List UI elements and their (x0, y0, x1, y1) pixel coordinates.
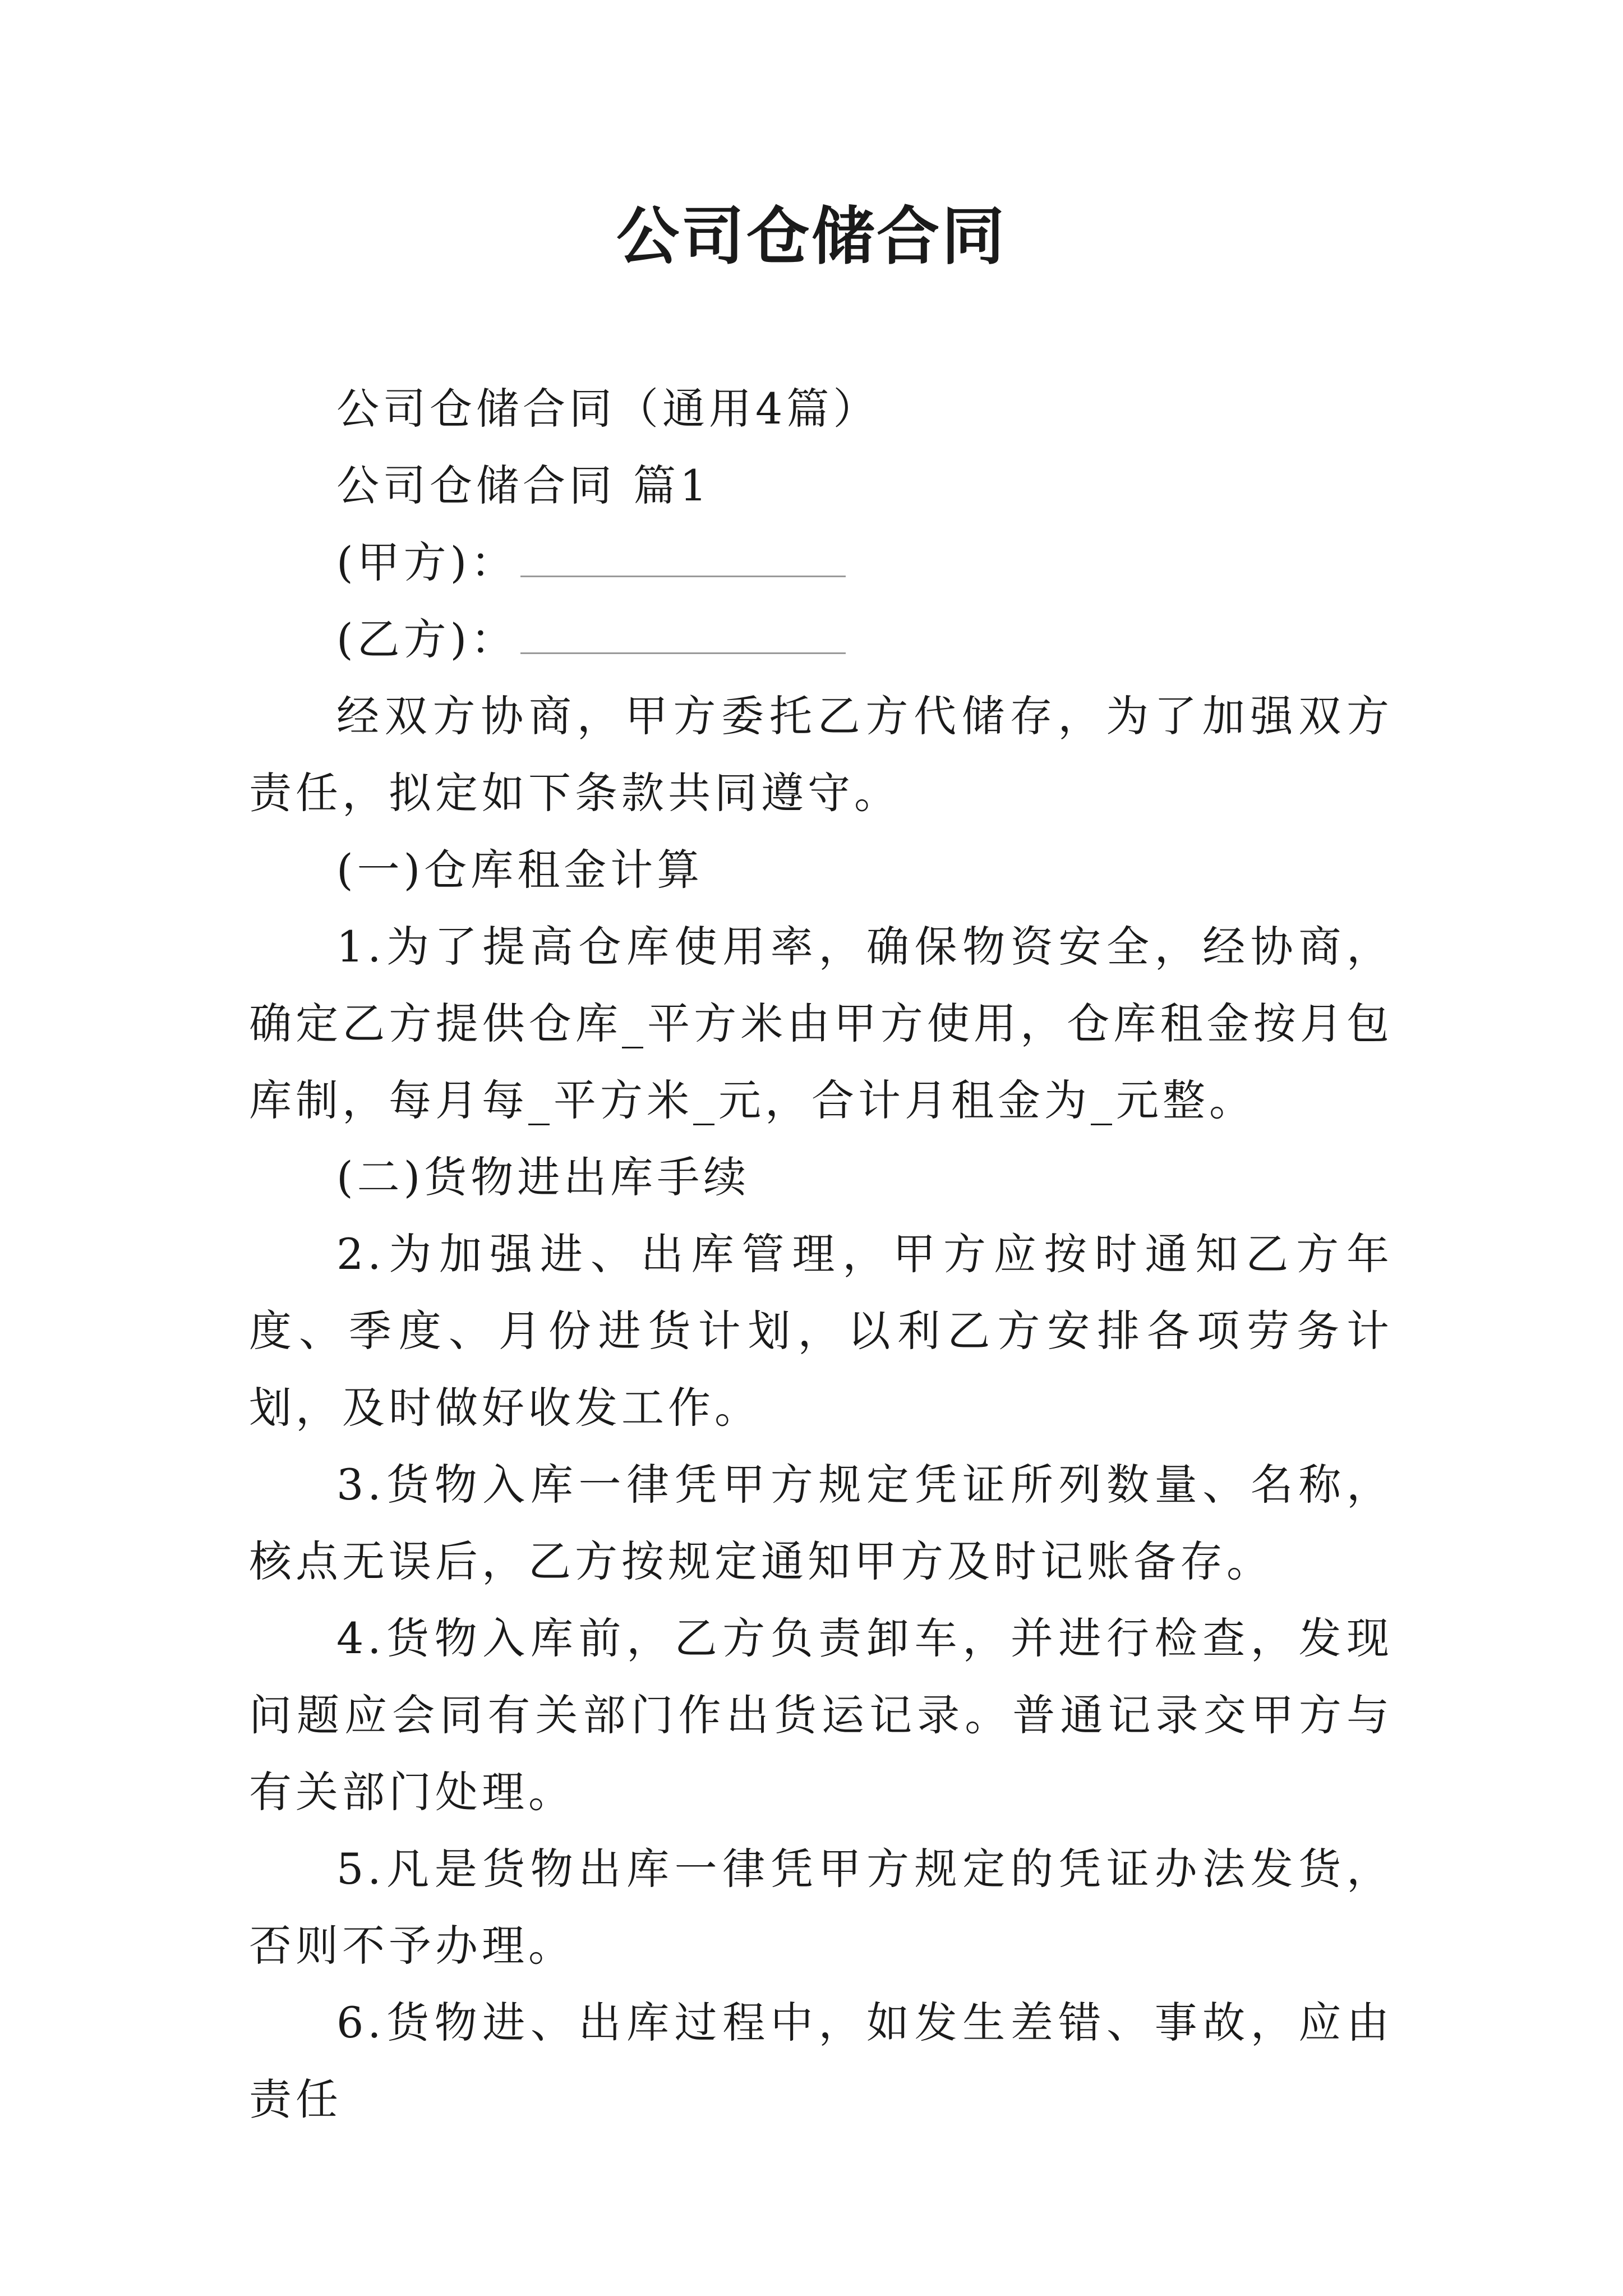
clause-heading: (二)货物进出库手续 (336, 1152, 750, 1202)
section-heading: 公司仓储合同 篇1 (336, 461, 711, 510)
paragraph: 1.为了提高仓库使用率，确保物资安全，经协商，确定乙方提供仓库_平方米由甲方使用，仓库租金按月包库制，每月每_平方米_元，合计月租金为_元整。 (249, 922, 1393, 1125)
paragraph: 2.为加强进、出库管理，甲方应按时通知乙方年度、季度、月份进货计划，以利乙方安排各项劳务计划，及时做好收发工作。 (249, 1229, 1393, 1433)
party-a-line (249, 524, 1393, 601)
paragraph: 4.货物入库前，乙方负责卸车，并进行检查，发现问题应会同有关部门作出货运记录。普通记录交甲方与有关部门处理。 (249, 1613, 1393, 1817)
paragraph: 5.凡是货物出库一律凭甲方规定的凭证办法发货，否则不予办理。 (249, 1844, 1393, 1971)
document-title: 公司仓储合同 (616, 200, 1007, 273)
party-b-blank (520, 619, 846, 654)
subtitle-paragraph: 公司仓储合同（通用4篇） (336, 384, 880, 434)
party-a-blank (520, 542, 846, 577)
clause-heading: (一)仓库租金计算 (336, 845, 704, 895)
paragraph: 6.货物进、出库过程中，如发生差错、事故，应由责任 (249, 1998, 1393, 2124)
paragraph: 3.货物入库一律凭甲方规定凭证所列数量、名称，核点无误后，乙方按规定通知甲方及时记账备存。 (249, 1460, 1393, 1586)
party-a-label: (甲方)： (336, 537, 518, 587)
party-b-line (249, 601, 1393, 678)
document-body (249, 370, 1393, 2138)
paragraph: 经双方协商，甲方委托乙方代储存，为了加强双方责任，拟定如下条款共同遵守。 (249, 691, 1393, 818)
party-b-label: (乙方)： (336, 614, 518, 664)
